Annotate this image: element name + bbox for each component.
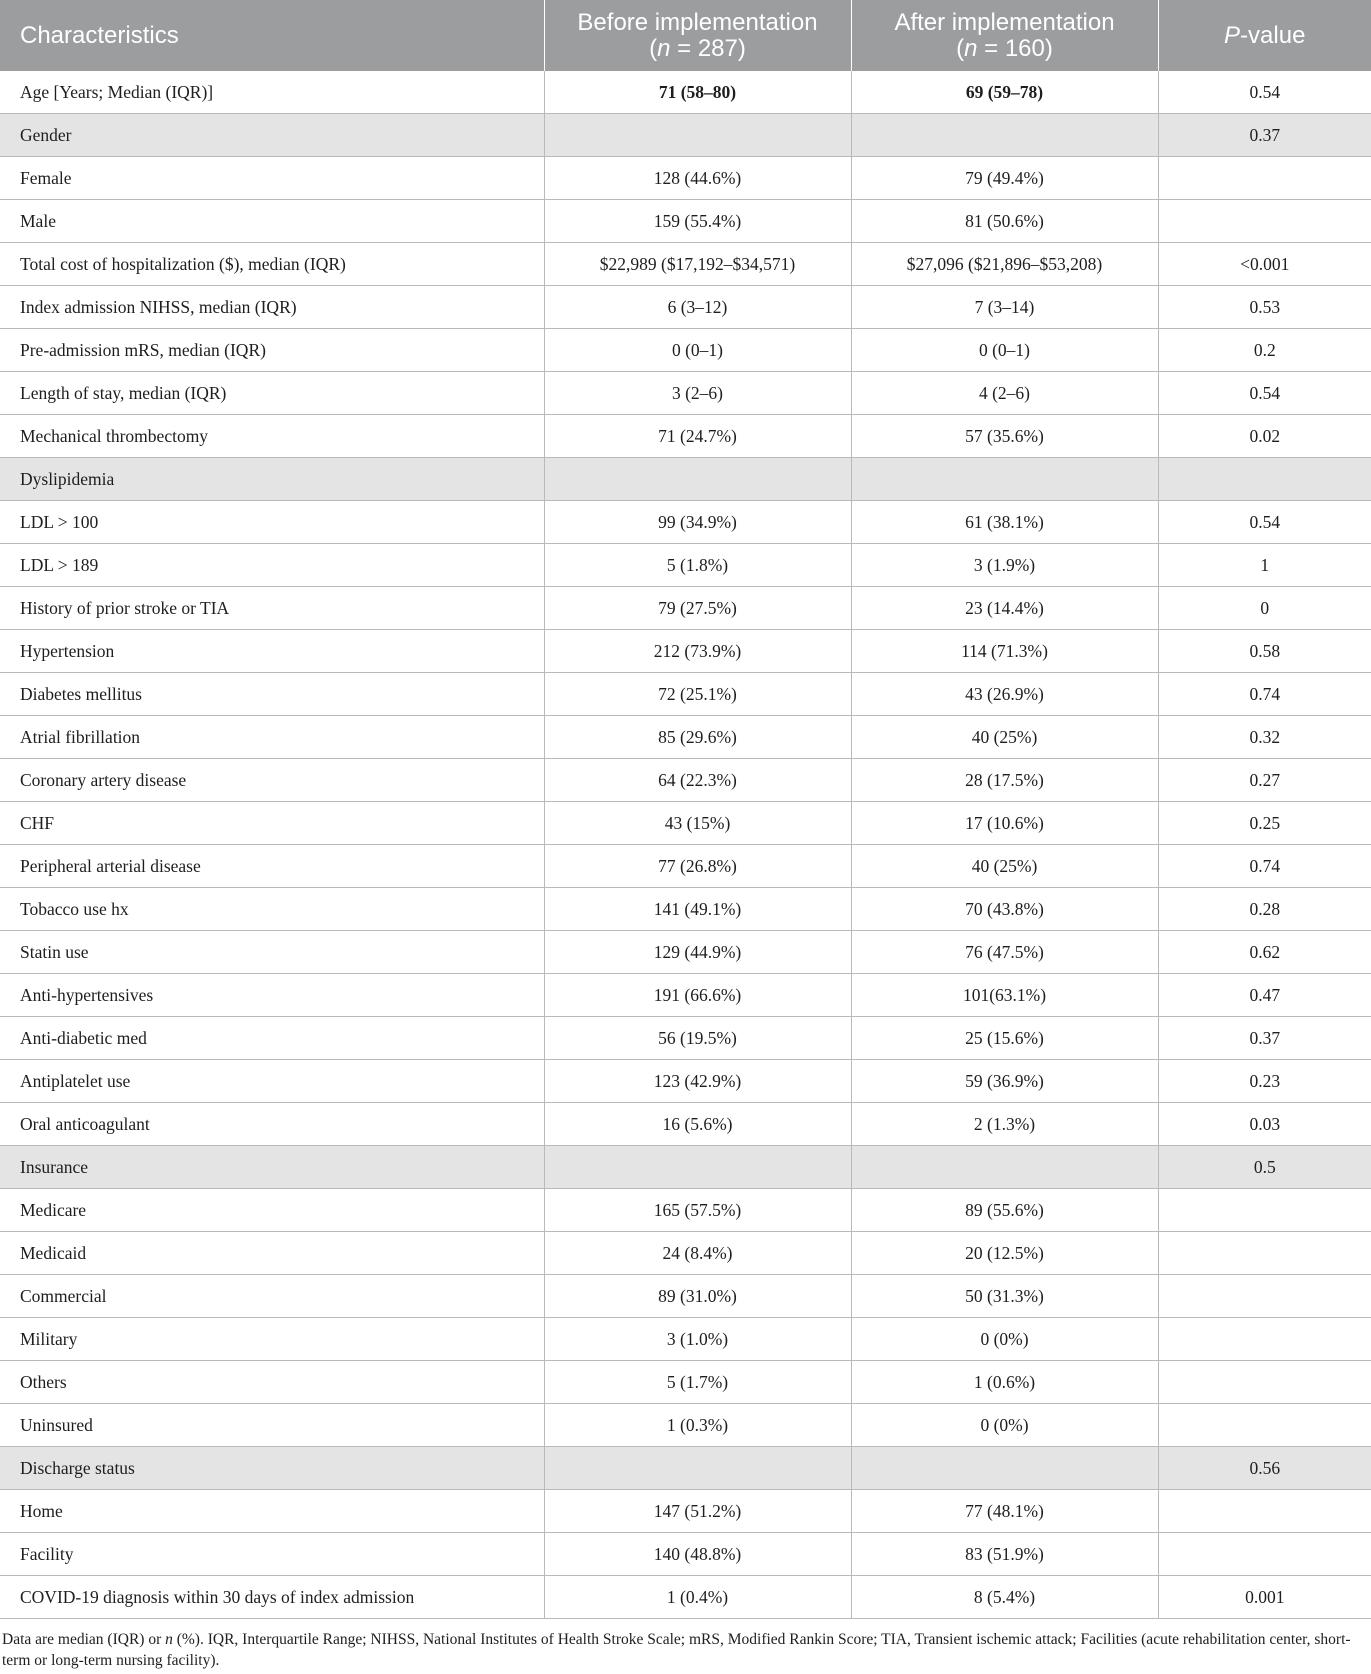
table-body: [0, 71, 1371, 1619]
row-label: Tobacco use hx: [0, 888, 544, 931]
row-label: Others: [0, 1361, 544, 1404]
row-label: Anti-diabetic med: [0, 1017, 544, 1060]
row-after-value: 7 (3–14): [851, 286, 1158, 329]
table-row: [0, 1275, 1371, 1318]
row-label: Military: [0, 1318, 544, 1361]
row-p-value: 0.58: [1158, 630, 1371, 673]
row-before-value: 147 (51.2%): [544, 1490, 851, 1533]
row-label: Age [Years; Median (IQR)]: [0, 71, 544, 114]
row-before-value: 77 (26.8%): [544, 845, 851, 888]
row-p-value: [1158, 1533, 1371, 1576]
table-row: [0, 544, 1371, 587]
row-before-value: 89 (31.0%): [544, 1275, 851, 1318]
row-p-value: 0.37: [1158, 1017, 1371, 1060]
row-label: LDL > 189: [0, 544, 544, 587]
row-after-value: 0 (0%): [851, 1318, 1158, 1361]
row-after-value: 8 (5.4%): [851, 1576, 1158, 1619]
row-label: Total cost of hospitalization ($), median (IQR): [0, 243, 544, 286]
table-row: [0, 1060, 1371, 1103]
row-label: Facility: [0, 1533, 544, 1576]
header-before-n-symbol: n: [657, 34, 671, 62]
row-label: Female: [0, 157, 544, 200]
table-row: [0, 1361, 1371, 1404]
row-before-value: 56 (19.5%): [544, 1017, 851, 1060]
row-before-value: 159 (55.4%): [544, 200, 851, 243]
table-row: [0, 931, 1371, 974]
row-after-value: 77 (48.1%): [851, 1490, 1158, 1533]
table-row: [0, 759, 1371, 802]
row-after-value: 79 (49.4%): [851, 157, 1158, 200]
row-label: Dyslipidemia: [0, 458, 544, 501]
table-row: [0, 372, 1371, 415]
table-row: [0, 1103, 1371, 1146]
table-group-row: [0, 1447, 1371, 1490]
row-label: Diabetes mellitus: [0, 673, 544, 716]
row-before-value: 129 (44.9%): [544, 931, 851, 974]
header-p-symbol: P: [1224, 21, 1241, 49]
row-label: Gender: [0, 114, 544, 157]
row-after-value: 76 (47.5%): [851, 931, 1158, 974]
row-label: Index admission NIHSS, median (IQR): [0, 286, 544, 329]
table-row: [0, 1576, 1371, 1619]
row-before-value: [544, 1447, 851, 1490]
row-p-value: 0.54: [1158, 71, 1371, 114]
row-label: Medicaid: [0, 1232, 544, 1275]
row-label: COVID-19 diagnosis within 30 days of index admission: [0, 1576, 544, 1619]
row-label: Discharge status: [0, 1447, 544, 1490]
row-after-value: 89 (55.6%): [851, 1189, 1158, 1232]
row-p-value: [1158, 458, 1371, 501]
row-label: Hypertension: [0, 630, 544, 673]
row-before-value: 123 (42.9%): [544, 1060, 851, 1103]
row-before-value: 16 (5.6%): [544, 1103, 851, 1146]
table-row: [0, 1490, 1371, 1533]
header-before-open: (: [649, 34, 658, 62]
row-p-value: 0.32: [1158, 716, 1371, 759]
row-p-value: 0.74: [1158, 673, 1371, 716]
header-p-value: [1158, 0, 1371, 71]
table-row: [0, 587, 1371, 630]
header-before: [544, 0, 851, 71]
table-row: [0, 329, 1371, 372]
row-label: Mechanical thrombectomy: [0, 415, 544, 458]
row-before-value: 72 (25.1%): [544, 673, 851, 716]
row-before-value: [544, 114, 851, 157]
row-p-value: 0.001: [1158, 1576, 1371, 1619]
row-label: CHF: [0, 802, 544, 845]
row-before-value: 140 (48.8%): [544, 1533, 851, 1576]
header-row: [0, 0, 1371, 71]
row-p-value: 0.5: [1158, 1146, 1371, 1189]
table-row: [0, 673, 1371, 716]
footnote-part2: (%). IQR, Interquartile Range; NIHSS, National Institutes of Health Stroke Scale; mRS, Modified Rankin Score; TIA, Transient ischemic attack; Facilities (acute rehabilitation center, short-term or long-term nursing facility).: [2, 1631, 1351, 1669]
table-row: [0, 802, 1371, 845]
row-before-value: 1 (0.4%): [544, 1576, 851, 1619]
row-before-value: 165 (57.5%): [544, 1189, 851, 1232]
header-after-n-value: = 160): [977, 34, 1053, 62]
row-label: Statin use: [0, 931, 544, 974]
row-p-value: 0.56: [1158, 1447, 1371, 1490]
row-before-value: 71 (24.7%): [544, 415, 851, 458]
row-p-value: 1: [1158, 544, 1371, 587]
header-before-n: [553, 36, 843, 62]
table-group-row: [0, 114, 1371, 157]
row-p-value: 0.02: [1158, 415, 1371, 458]
table-group-row: [0, 1146, 1371, 1189]
row-after-value: 17 (10.6%): [851, 802, 1158, 845]
row-label: Antiplatelet use: [0, 1060, 544, 1103]
row-p-value: 0.23: [1158, 1060, 1371, 1103]
row-after-value: 28 (17.5%): [851, 759, 1158, 802]
table-row: [0, 71, 1371, 114]
row-before-value: 6 (3–12): [544, 286, 851, 329]
footnote-part1: Data are median (IQR) or: [2, 1631, 166, 1648]
row-label: History of prior stroke or TIA: [0, 587, 544, 630]
row-label: Peripheral arterial disease: [0, 845, 544, 888]
row-p-value: <0.001: [1158, 243, 1371, 286]
row-after-value: 40 (25%): [851, 716, 1158, 759]
row-after-value: 43 (26.9%): [851, 673, 1158, 716]
row-p-value: [1158, 1232, 1371, 1275]
row-label: Coronary artery disease: [0, 759, 544, 802]
row-p-value: [1158, 1490, 1371, 1533]
table-row: [0, 501, 1371, 544]
row-before-value: 43 (15%): [544, 802, 851, 845]
table-row: [0, 157, 1371, 200]
row-after-value: 20 (12.5%): [851, 1232, 1158, 1275]
row-p-value: 0.27: [1158, 759, 1371, 802]
table-group-row: [0, 458, 1371, 501]
row-after-value: [851, 114, 1158, 157]
row-p-value: [1158, 1189, 1371, 1232]
row-after-value: 2 (1.3%): [851, 1103, 1158, 1146]
table-row: [0, 888, 1371, 931]
row-after-value: 25 (15.6%): [851, 1017, 1158, 1060]
row-p-value: 0.54: [1158, 501, 1371, 544]
row-before-value: 5 (1.8%): [544, 544, 851, 587]
row-p-value: 0.53: [1158, 286, 1371, 329]
row-before-value: 85 (29.6%): [544, 716, 851, 759]
row-label: Insurance: [0, 1146, 544, 1189]
row-p-value: [1158, 1275, 1371, 1318]
row-label: LDL > 100: [0, 501, 544, 544]
row-after-value: 23 (14.4%): [851, 587, 1158, 630]
row-p-value: 0.28: [1158, 888, 1371, 931]
row-before-value: [544, 1146, 851, 1189]
table-row: [0, 716, 1371, 759]
row-p-value: 0.62: [1158, 931, 1371, 974]
header-after-open: (: [956, 34, 965, 62]
row-before-value: 5 (1.7%): [544, 1361, 851, 1404]
row-p-value: 0.2: [1158, 329, 1371, 372]
row-p-value: 0.37: [1158, 114, 1371, 157]
row-before-value: 71 (58–80): [544, 71, 851, 114]
row-after-value: 70 (43.8%): [851, 888, 1158, 931]
row-after-value: 83 (51.9%): [851, 1533, 1158, 1576]
row-label: Home: [0, 1490, 544, 1533]
table-row: [0, 415, 1371, 458]
header-after-title: After implementation: [894, 8, 1115, 36]
row-before-value: 141 (49.1%): [544, 888, 851, 931]
table-row: [0, 845, 1371, 888]
row-label: Medicare: [0, 1189, 544, 1232]
row-before-value: 212 (73.9%): [544, 630, 851, 673]
header-after: [851, 0, 1158, 71]
row-p-value: 0: [1158, 587, 1371, 630]
row-label: Anti-hypertensives: [0, 974, 544, 1017]
header-after-n-symbol: n: [964, 34, 978, 62]
table-footnote: [0, 1619, 1362, 1671]
row-label: Pre-admission mRS, median (IQR): [0, 329, 544, 372]
table-row: [0, 1189, 1371, 1232]
table-row: [0, 1404, 1371, 1447]
table-row: [0, 243, 1371, 286]
footnote-n: n: [165, 1631, 173, 1648]
row-after-value: 57 (35.6%): [851, 415, 1158, 458]
header-characteristics: Characteristics: [0, 0, 544, 71]
row-p-value: 0.54: [1158, 372, 1371, 415]
row-p-value: [1158, 1318, 1371, 1361]
table-row: [0, 200, 1371, 243]
header-after-n: [860, 36, 1150, 62]
row-before-value: 128 (44.6%): [544, 157, 851, 200]
row-before-value: 1 (0.3%): [544, 1404, 851, 1447]
row-p-value: 0.25: [1158, 802, 1371, 845]
row-after-value: [851, 458, 1158, 501]
row-after-value: 59 (36.9%): [851, 1060, 1158, 1103]
row-before-value: 0 (0–1): [544, 329, 851, 372]
row-p-value: 0.47: [1158, 974, 1371, 1017]
table-row: [0, 974, 1371, 1017]
row-before-value: 24 (8.4%): [544, 1232, 851, 1275]
row-before-value: 3 (1.0%): [544, 1318, 851, 1361]
row-before-value: $22,989 ($17,192–$34,571): [544, 243, 851, 286]
header-p-rest: -value: [1240, 21, 1306, 49]
table-row: [0, 1017, 1371, 1060]
row-after-value: 81 (50.6%): [851, 200, 1158, 243]
row-before-value: 191 (66.6%): [544, 974, 851, 1017]
row-p-value: 0.74: [1158, 845, 1371, 888]
row-after-value: 50 (31.3%): [851, 1275, 1158, 1318]
row-after-value: 101(63.1%): [851, 974, 1158, 1017]
row-p-value: [1158, 1404, 1371, 1447]
row-before-value: 3 (2–6): [544, 372, 851, 415]
row-before-value: [544, 458, 851, 501]
row-after-value: 40 (25%): [851, 845, 1158, 888]
row-after-value: 114 (71.3%): [851, 630, 1158, 673]
row-label: Oral anticoagulant: [0, 1103, 544, 1146]
row-after-value: [851, 1447, 1158, 1490]
row-p-value: [1158, 1361, 1371, 1404]
row-p-value: 0.03: [1158, 1103, 1371, 1146]
row-label: Length of stay, median (IQR): [0, 372, 544, 415]
header-before-n-value: = 287): [670, 34, 746, 62]
row-before-value: 64 (22.3%): [544, 759, 851, 802]
row-after-value: 4 (2–6): [851, 372, 1158, 415]
row-after-value: 1 (0.6%): [851, 1361, 1158, 1404]
row-after-value: 3 (1.9%): [851, 544, 1158, 587]
row-before-value: 79 (27.5%): [544, 587, 851, 630]
row-label: Male: [0, 200, 544, 243]
row-after-value: [851, 1146, 1158, 1189]
row-label: Commercial: [0, 1275, 544, 1318]
row-label: Atrial fibrillation: [0, 716, 544, 759]
table-row: [0, 1318, 1371, 1361]
row-after-value: $27,096 ($21,896–$53,208): [851, 243, 1158, 286]
table-row: [0, 286, 1371, 329]
row-before-value: 99 (34.9%): [544, 501, 851, 544]
row-after-value: 0 (0%): [851, 1404, 1158, 1447]
row-p-value: [1158, 157, 1371, 200]
table-row: [0, 630, 1371, 673]
header-before-title: Before implementation: [577, 8, 818, 36]
row-p-value: [1158, 200, 1371, 243]
row-after-value: 61 (38.1%): [851, 501, 1158, 544]
table-row: [0, 1533, 1371, 1576]
row-after-value: 69 (59–78): [851, 71, 1158, 114]
row-label: Uninsured: [0, 1404, 544, 1447]
row-after-value: 0 (0–1): [851, 329, 1158, 372]
table-row: [0, 1232, 1371, 1275]
